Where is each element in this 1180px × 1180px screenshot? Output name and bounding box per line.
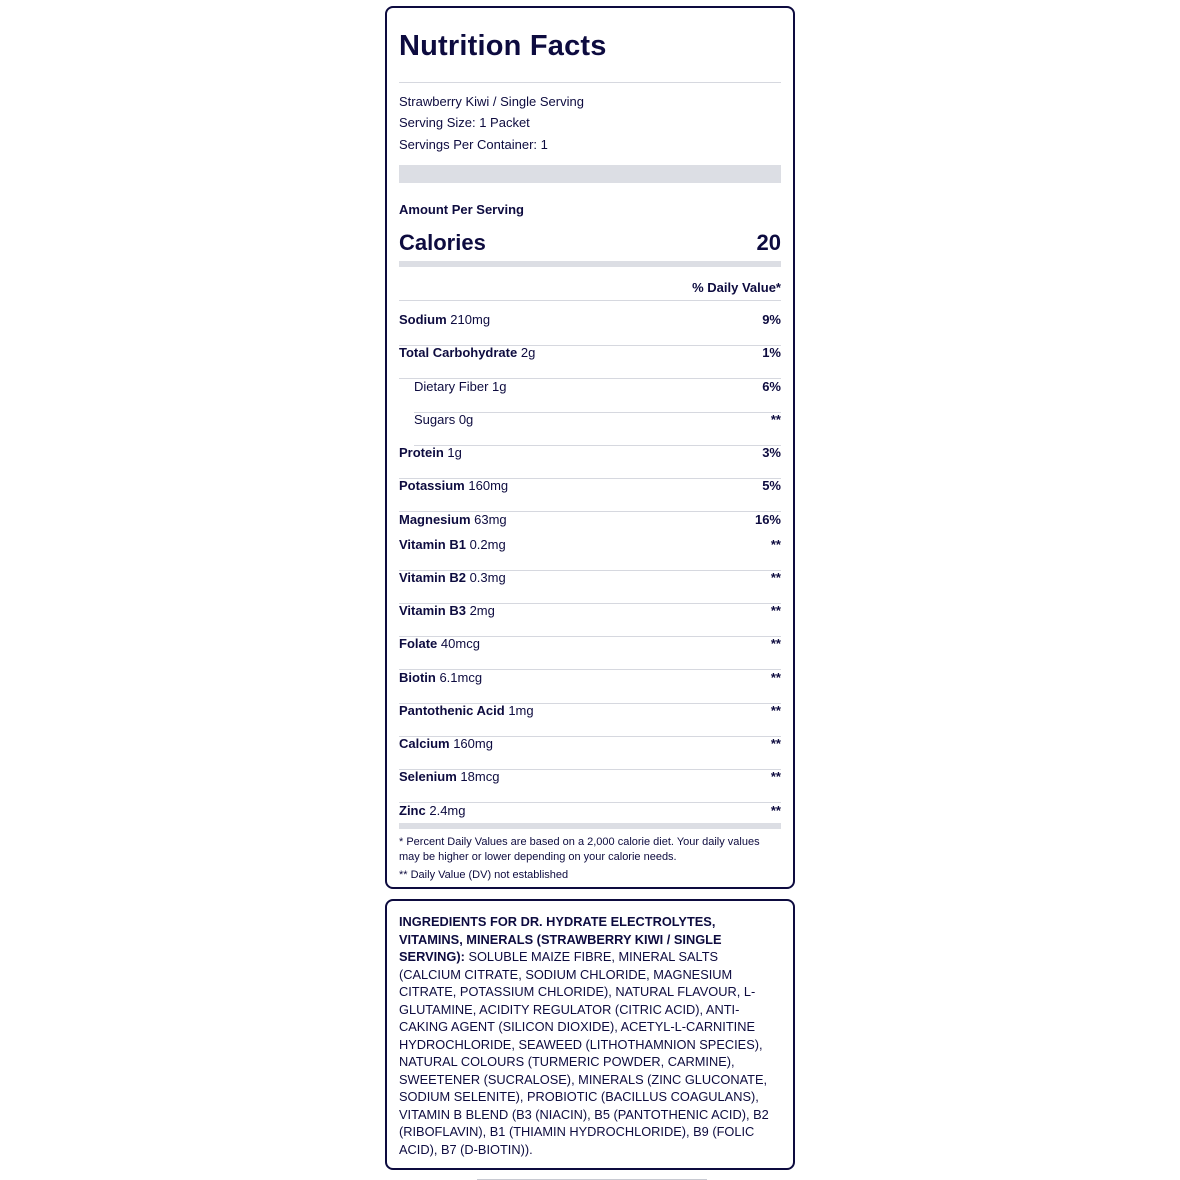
nutrient-amount: 2.4mg	[429, 803, 466, 818]
nutrient-amount: 40mcg	[440, 636, 480, 651]
nutrient-amount: 1g	[447, 445, 462, 460]
nutrient-dv: **	[770, 412, 781, 427]
nutrient-row-total-carbohydrate	[399, 345, 781, 379]
thick-divider	[399, 165, 781, 183]
nutrient-row-protein	[399, 445, 781, 479]
nutrient-dv: **	[770, 603, 781, 618]
nutrient-name: Vitamin B2 0.3mg	[399, 570, 506, 585]
nutrient-name: Selenium 18mcg	[399, 769, 500, 784]
nutrient-amount: 160mg	[468, 478, 509, 493]
ingredients-list: SOLUBLE MAIZE FIBRE, MINERAL SALTS (CALCIUM CITRATE, SODIUM CHLORIDE, MAGNESIUM CITRATE, POTASSIUM CHLORIDE), NATURAL FLAVOUR, L-GLUTAMINE, ACIDITY REGULATOR (CITRIC ACID), ANTI-CAKING AGENT (SILICON DIOXIDE), ACETYL-L-CARNITINE HYDROCHLORIDE, SEAWEED (LITHOTHAMNION SPECIES), NATURAL COLOURS (TURMERIC POWDER, CARMINE), SWEETENER (SUCRALOSE), MINERALS (ZINC GLUCONATE, SODIUM SELENITE), PROBIOTIC (BACILLUS COAGULANS), VITAMIN B BLEND (B3 (NIACIN), B5 (PANTOTHENIC ACID), B2 (RIBOFLAVIN), B1 (THIAMIN HYDROCHLORIDE), B9 (FOLIC ACID), B7 (D-BIOTIN)).	[399, 949, 769, 1157]
nutrient-amount: 2g	[520, 345, 536, 360]
nutrient-name: Protein 1g	[399, 445, 462, 460]
dv-not-established-footnote: ** Daily Value (DV) not established	[399, 869, 569, 881]
nutrient-row-vitamin-b2	[399, 570, 781, 604]
panel-title: Nutrition Facts	[399, 30, 607, 62]
nutrient-name: Folate 40mcg	[399, 636, 480, 651]
nutrient-amount: 1g	[492, 379, 507, 394]
nutrient-name: Biotin 6.1mcg	[399, 670, 483, 685]
nutrient-name: Total Carbohydrate 2g	[399, 345, 536, 360]
nutrient-dv: **	[770, 570, 781, 585]
nutrient-dv: 6%	[762, 379, 781, 394]
nutrient-dv: **	[770, 803, 781, 818]
servings-per-container: Servings Per Container: 1	[399, 137, 548, 152]
nutrient-row-zinc	[399, 803, 781, 823]
nutrient-dv: 5%	[762, 478, 781, 493]
nutrient-dv: **	[770, 537, 781, 552]
nutrient-amount: 210mg	[450, 312, 491, 327]
nutrient-dv: 9%	[762, 312, 781, 327]
ingredients-panel	[385, 899, 795, 1170]
nutrient-row-biotin	[399, 670, 781, 704]
nutrient-row-sugars	[414, 412, 781, 446]
nutrition-facts-panel	[385, 6, 795, 889]
product-line: Strawberry Kiwi / Single Serving	[399, 94, 584, 109]
serving-size: Serving Size: 1 Packet	[399, 115, 530, 130]
nutrient-name: Vitamin B3 2mg	[399, 603, 495, 618]
divider	[399, 82, 781, 83]
nutrient-row-sodium	[399, 312, 781, 346]
nutrient-name: Dietary Fiber 1g	[414, 379, 507, 394]
divider	[399, 300, 781, 301]
ingredients-heading: INGREDIENTS FOR DR. HYDRATE ELECTROLYTES, VITAMINS, MINERALS (STRAWBERRY KIWI / SINGLE SERVING):	[399, 914, 722, 964]
medium-divider	[399, 261, 781, 267]
nutrient-amount: 1mg	[508, 703, 534, 718]
daily-value-footnote: * Percent Daily Values are based on a 2,000 calorie diet. Your daily values may be higher or lower depending on your calorie needs.	[399, 836, 760, 863]
nutrient-amount: 63mg	[474, 512, 507, 527]
nutrient-name: Calcium 160mg	[399, 736, 493, 751]
nutrient-amount: 2mg	[469, 603, 495, 618]
nutrient-row-folate	[399, 636, 781, 670]
medium-divider	[399, 823, 781, 829]
nutrient-dv: **	[770, 769, 781, 784]
nutrient-amount: 0g	[458, 412, 474, 427]
nutrient-dv: **	[770, 670, 781, 685]
nutrient-row-vitamin-b3	[399, 603, 781, 637]
nutrient-dv: **	[770, 636, 781, 651]
nutrient-dv: **	[770, 736, 781, 751]
calories-value: 20	[756, 230, 781, 255]
nutrient-row-dietary-fiber	[414, 379, 781, 413]
nutrient-name: Sugars 0g	[414, 412, 474, 427]
amount-per-serving: Amount Per Serving	[399, 202, 524, 217]
nutrient-row-calcium	[399, 736, 781, 770]
nutrient-amount: 160mg	[453, 736, 493, 751]
nutrient-name: Potassium 160mg	[399, 478, 509, 493]
nutrient-name: Sodium 210mg	[399, 312, 491, 327]
nutrient-dv: **	[770, 703, 781, 718]
nutrient-amount: 18mcg	[460, 769, 500, 784]
nutrient-row-vitamin-b1	[399, 537, 781, 571]
nutrient-dv: 16%	[754, 512, 781, 527]
nutrient-dv: 1%	[762, 345, 781, 360]
nutrient-name: Pantothenic Acid 1mg	[399, 703, 534, 718]
nutrient-row-pantothenic-acid	[399, 703, 781, 737]
nutrient-name: Zinc 2.4mg	[399, 803, 466, 818]
nutrient-amount: 0.3mg	[469, 570, 506, 585]
nutrient-row-selenium	[399, 769, 781, 803]
nutrient-row-magnesium	[399, 512, 781, 536]
daily-value-header: % Daily Value*	[692, 280, 781, 295]
nutrient-row-potassium	[399, 478, 781, 512]
nutrient-name: Vitamin B1 0.2mg	[399, 537, 506, 552]
calories-label: Calories	[399, 230, 486, 255]
nutrient-name: Magnesium 63mg	[399, 512, 507, 527]
nutrient-amount: 0.2mg	[469, 537, 506, 552]
nutrient-dv: 3%	[762, 445, 781, 460]
nutrient-amount: 6.1mcg	[439, 670, 483, 685]
